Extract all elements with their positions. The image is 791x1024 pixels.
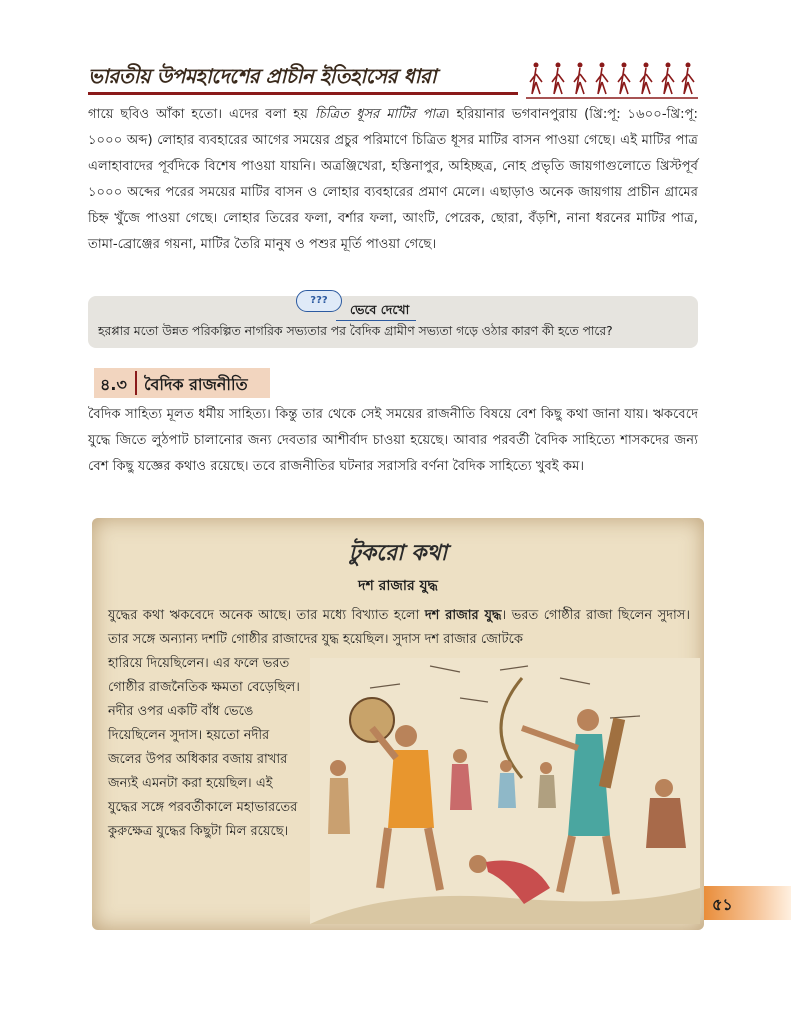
story-box: [92, 518, 704, 930]
story-box-subtitle: দশ রাজার যুদ্ধ: [358, 578, 438, 594]
section-paragraph: বৈদিক সাহিত্য মূলত ধর্মীয় সাহিত্য। কিন্তু তার থেকে সেই সময়ের রাজনীতি বিষয়ে বেশ কিছু কথা জানা যায়। ঋকবেদে যুদ্ধে জিতে লুঠপাট চালানোর জন্য দেবতার আশীর্বাদ চাওয়া হয়েছে। আবার পরবর্তী বৈদিক সাহিত্যে শাসকদের জন্য বেশ কিছু যজ্ঞের কথাও রয়েছে। তবে রাজনীতির ঘটনার সরাসরি বর্ণনা বৈদিক সাহিত্যে খুবই কম।: [88, 407, 698, 474]
story-intro-c: । ভরত গোষ্ঠীর রাজা ছিলেন সুদাস। তার সঙ্গে অন্যান্য দশটি গোষ্ঠীর রাজাদের যুদ্ধ হয়েছিল। সুদাস দশ রাজার জোটকে: [108, 608, 690, 647]
story-side-text: হারিয়ে দিয়েছিলেন। এর ফলে ভরত গোষ্ঠীর রাজনৈতিক ক্ষমতা বেড়েছিল। নদীর ওপর একটি বাঁধ ভেঙে দিয়েছিলেন সুদাস। হয়তো নদীর জলের উপর অধিকার বজায় রাখার জন্যই এমনটা করা হয়েছিল। এই যুদ্ধের সঙ্গে পরবর্তীকালে মহাভারতের কুরুক্ষেত্র যুদ্ধের কিছুটা মিল রয়েছে।: [108, 656, 300, 839]
question-marks-icon: ???: [296, 290, 342, 312]
story-term-battle: দশ রাজার যুদ্ধ: [424, 608, 502, 623]
story-intro: [108, 604, 690, 652]
intro-term-painted-grey-ware: চিত্রিত ধূসর মাটির পাত্র: [314, 107, 445, 122]
section-number: ৪.৩: [100, 375, 127, 394]
think-title: ভেবে দেখো: [350, 302, 410, 317]
page-number: ৫১: [712, 895, 733, 914]
section-title: বৈদিক রাজনীতি: [144, 375, 248, 394]
intro-text-a: গায়ে ছবিও আঁকা হতো। এদের বলা হয়: [88, 107, 315, 122]
think-question: হরপ্পার মতো উন্নত পরিকল্পিত নাগরিক সভ্যতার পর বৈদিক গ্রামীণ সভ্যতা গড়ে ওঠার কারণ কী হতে পারে?: [98, 324, 613, 338]
header-title: ভারতীয় উপমহাদেশের প্রাচীন ইতিহাসের ধারা: [88, 64, 437, 88]
section-divider: [135, 371, 137, 395]
battle-illustration: [310, 658, 700, 924]
intro-paragraph: [88, 102, 698, 258]
story-intro-a: যুদ্ধের কথা ঋকবেদে অনেক আছে। তার মধ্যে বিখ্যাত হলো: [108, 608, 425, 623]
section-heading: [94, 368, 270, 398]
header-rule: [88, 92, 518, 95]
story-box-title: টুকরো কথা: [348, 541, 448, 566]
warrior-frieze-icon: [526, 60, 698, 100]
page-header: [88, 60, 698, 102]
intro-text-c: । হরিয়ানার ভগবানপুরায় (খ্রি:পূ: ১৬০০-খ্রি:পূ: ১০০০ অব্দ) লোহার ব্যবহারের আগের সময়ের প্রচুর পরিমাণে চিত্রিত ধূসর মাটির বাসন পাওয়া গেছে। এই মাটির পাত্র এলাহাবাদের পূর্বদিকে বিশেষ পাওয়া যায়নি। অত্রঞ্জিখেরা, হস্তিনাপুর, অহিচ্ছত্র, নোহ প্রভৃতি জায়গাগুলোতে খ্রিস্টপূর্ব ১০০০ অব্দের পরের সময়ের মাটির বাসন ও লোহার ব্যবহারের প্রমাণ মেলে। এছাড়াও অনেক জায়গায় প্রাচীন গ্রামের চিহ্ন খুঁজে পাওয়া গেছে। লোহার তিরের ফলা, বর্শার ফলা, আংটি, পেরেক, ছোরা, বঁড়শি, নানা ধরনের মাটির পাত্র, তামা-ব্রোঞ্জের গয়না, মাটির তৈরি মানুষ ও পশুর মূর্তি পাওয়া গেছে।: [88, 107, 698, 252]
think-box: [88, 296, 698, 348]
page-number-tab: [704, 886, 791, 920]
